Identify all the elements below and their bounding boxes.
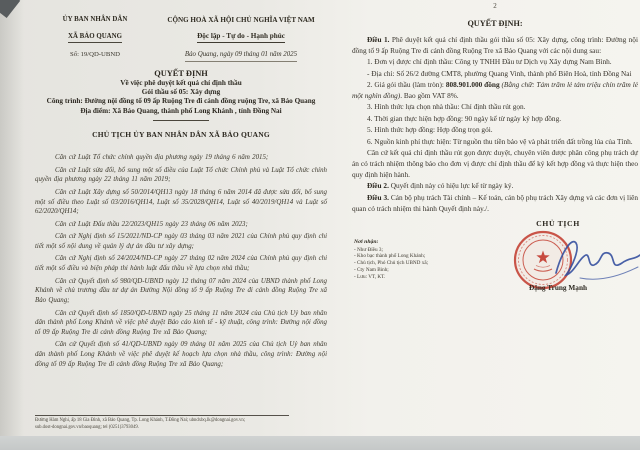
article-3 <box>352 193 638 214</box>
recital: Căn cứ Nghị định số 24/2024/ND-CP ngày 27 tháng 02 năm 2024 của Chính phủ quy định chi tiết một số điều và biện pháp thi hành luật đấu thầu về lựa chọn nhà thầu; <box>35 255 327 273</box>
national-header-block <box>155 16 327 62</box>
recipient: - Cty Nam Bình; <box>354 267 389 274</box>
recipient: - Chủ tịch, Phó Chủ tịch UBND xã; <box>354 260 429 267</box>
scan-left-edge-shadow <box>0 0 24 450</box>
page1-header <box>35 16 327 62</box>
article-3-text: Cán bộ phụ trách Tài chính – Kế toán, cán bộ phụ trách Xây dựng và các đơn vị liên quan có trách nhiệm thi hành Quyết định này./. <box>352 192 638 213</box>
price-item <box>352 80 638 101</box>
article-2 <box>352 181 638 192</box>
footer-contact-line: sub.dost-dongnai.gov.vn/baoquang; tel (0251)3793049. <box>35 425 139 431</box>
decision-subtitle-3: Công trình: Đường nội đồng tổ 09 ấp Ruộng Tre đi cánh đồng ruộng Tre, xã Bảo Quang <box>46 97 316 106</box>
recital: Căn cứ Quyết định số 1850/QD-UBND ngày 25 tháng 11 năm 2024 của Chủ tịch Uỷ ban nhân dân thành phố Long Khánh về việc phê duyệt Báo cáo kinh tế - kỹ thuật, công trình: Đường nội đồng tổ 09 ấp Ruộng Tre đi cánh đồng Ruộng Tre xã Bảo Quang; <box>35 309 327 336</box>
issuer-heading: CHỦ TỊCH ỦY BAN NHÂN DÂN XÃ BẢO QUANG <box>92 130 270 140</box>
document-number: Số: 19/QD-UBND <box>70 51 120 59</box>
recipient: - Lưu: VT, KT. <box>354 273 386 280</box>
footer-address-line: Đường Hàm Nghi, ấp 18 Gia Đình, xã Bảo Quang, Tp. Long Khánh, T.Đồng Nai; ubndxbq.lk@dongnai.gov.vn; <box>35 417 246 423</box>
recipients-heading: Nơi nhận: <box>354 239 379 246</box>
recital: Căn cứ Luật Tổ chức chính quyền địa phương ngày 19 tháng 6 năm 2015; <box>55 154 269 162</box>
issuing-org-line1: ỦY BAN NHÂN DÂN <box>62 16 128 23</box>
price-label: 2. Giá gói thầu (làm tròn): <box>367 80 446 90</box>
contract-type-item: 5. Hình thức hợp đồng: Hợp đồng trọn gói. <box>367 125 493 135</box>
handwritten-signature <box>550 233 640 283</box>
decision-subtitle-1: Về việc phê duyệt kết quả chỉ định thầu <box>120 78 242 87</box>
signature-block <box>352 217 638 317</box>
page-1 <box>35 16 327 436</box>
place-date-line: Bảo Quang, ngày 09 tháng 01 năm 2025 <box>185 51 297 62</box>
national-name: CỘNG HOÀ XÃ HỘI CHỦ NGHĨA VIỆT NAM <box>167 16 315 24</box>
price-in-words: (Bằng chữ: Tám trăm lẻ tám triệu chín trăm lẻ một nghìn đồng) <box>352 80 638 100</box>
title-divider-rule <box>153 120 209 121</box>
recital: Căn cứ Luật Xây dựng số 50/2014/QH13 ngày 18 tháng 6 năm 2014 đã được sửa đổi, bổ sung một số điều theo Luật số 03/2016/QH14, Luật số 35/2028/QH14, Luật số 40/2019/QH14 và Luật số 62/2020/QH14; <box>35 188 327 216</box>
issuing-org-line2: XÃ BẢO QUANG <box>68 33 122 44</box>
price-amount: 808.901.000 đồng <box>445 80 500 90</box>
scan-bottom-edge <box>0 436 640 450</box>
recital: Căn cứ Quyết định số 41/QD-UBND ngày 09 tháng 01 năm 2025 của Chủ tịch Uỷ ban nhân dân thành phố Long Khánh về việc phê duyệt kế hoạch lựa chọn nhà thầu, công trình: Đường nội đồng tổ 09 ấp Ruộng Tre đi cánh đồng Ruộng Tre xã Bảo Quang; <box>35 341 327 368</box>
contract-duration-item: 4. Thời gian thực hiện hợp đồng: 90 ngày kể từ ngày ký hợp đồng. <box>367 113 562 123</box>
funding-source-item: 6. Nguồn kinh phí thực hiện: Từ nguồn thu tiền bảo vệ và phát triển đất trồng lúa của Tỉnh. <box>367 136 633 146</box>
article-1-text: Phê duyệt kết quả chỉ định thầu gói thầu số 05: Xây dựng, công trình: Đường nội đồng tổ 9 ấp Ruộng Tre đi cánh đồng Ruộng Tre xã Bảo Quang với các nội dung sau: <box>352 35 638 55</box>
recital: Căn cứ Luật Đấu thầu 22/2023/QH15 ngày 23 tháng 06 năm 2023; <box>55 220 248 228</box>
price-vat-note: . Bao gồm VAT 8%. <box>400 90 459 100</box>
decision-title: QUYẾT ĐỊNH <box>154 68 208 78</box>
recital: Căn cứ Nghị định số 15/2021/ND-CP ngày 03 tháng 03 năm 2021 của Chính phủ quy định chi tiết một số nội dung về quản lý dự án đầu tư xây dựng; <box>35 233 327 250</box>
page-number: 2 <box>493 2 497 10</box>
closing-paragraph: Căn cứ kết quả chỉ định thầu rút gọn được duyệt, chuyên viên được phân công phụ trách dự án có trách nhiệm thông báo cho đơn vị được chỉ định thầu để ký kết hợp đồng và thực hiện theo quy định hiện hành. <box>352 148 638 179</box>
recitals-section <box>35 153 327 369</box>
decision-title-block <box>35 68 327 140</box>
footer-rule <box>35 415 289 416</box>
selection-method-item: 3. Hình thức lựa chọn nhà thầu: Chỉ định thầu rút gọn. <box>367 102 526 112</box>
recipient: - Kho bạc thành phố Long Khánh; <box>354 253 426 260</box>
article-3-lead: Điều 3. <box>367 192 389 202</box>
decision-subtitle-2: Gói thầu số 05: Xây dựng <box>141 87 221 96</box>
recital: Căn cứ Luật sửa đổi, bổ sung một số điều của Luật Tổ chức Chính phủ và Luật Tổ chức chính quyền địa phương ngày 22 tháng 11 năm 2019; <box>35 166 327 184</box>
contractor-item: 1. Đơn vị được chỉ định thầu: Công ty TNHH Đầu tư Dịch vụ Xây dựng Nam Bình. <box>367 57 612 67</box>
article-1 <box>352 35 638 56</box>
page1-footer <box>35 415 301 431</box>
national-motto: Độc lập - Tự do - Hạnh phúc <box>197 32 285 43</box>
article-1-lead: Điều 1. <box>367 35 390 44</box>
recital: Căn cứ Quyết định số 980/QD-UBND ngày 12 tháng 07 năm 2024 của UBND thành phố Long Khánh về chủ trương đầu tư dự án Đường Nội đồng tổ 9 ấp Ruộng Tre đi cánh đồng Ruộng Tre xã Bảo Quang; <box>35 277 327 305</box>
page-2 <box>352 2 638 317</box>
contractor-address-item: - Địa chỉ: Số 26/2 đường CMT8, phường Quang Vinh, thành phố Biên Hoà, tỉnh Đồng Nai <box>367 68 632 78</box>
decides-heading: QUYẾT ĐỊNH: <box>467 19 523 28</box>
decision-subtitle-4: Địa điểm: Xã Bảo Quang, thành phố Long Khánh , tỉnh Đồng Nai <box>80 106 282 115</box>
issuing-org-block <box>35 16 155 58</box>
signer-name: Đặng Trung Mạnh <box>528 283 588 293</box>
signer-title: CHỦ TỊCH <box>536 219 580 229</box>
article-2-lead: Điều 2. <box>367 181 389 191</box>
recipient: - Như Điều 3; <box>354 246 383 253</box>
article-2-text: Quyết định này có hiệu lực kể từ ngày ký. <box>388 181 514 191</box>
recipients-block <box>354 239 480 280</box>
